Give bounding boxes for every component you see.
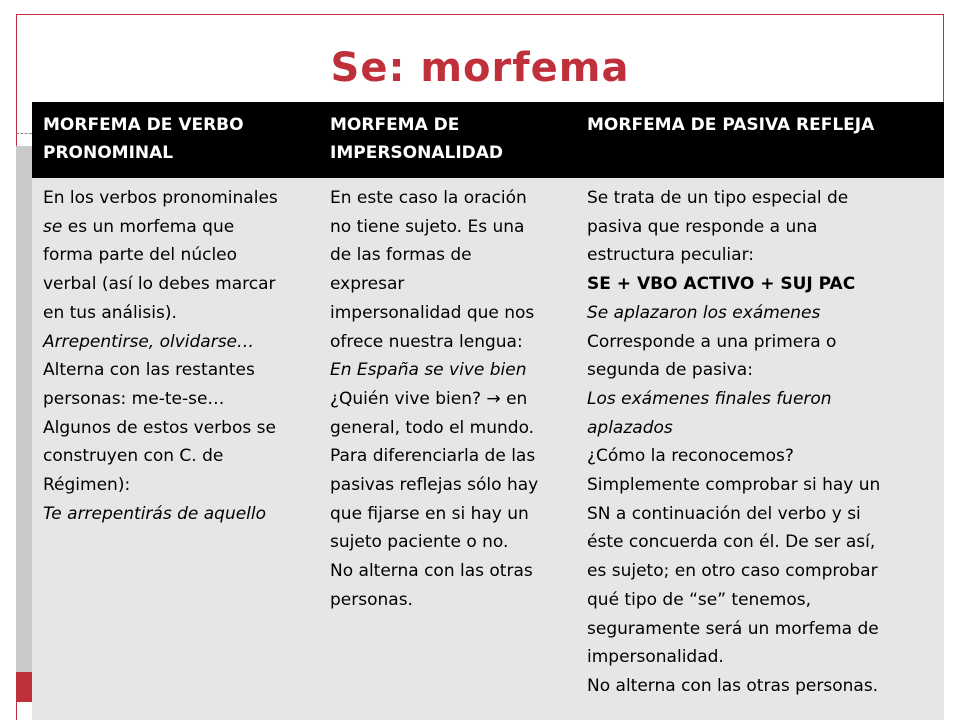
text-line: verbal (así lo debes marcar — [43, 274, 276, 295]
formula-line: SE + VBO ACTIVO + SUJ PAC — [587, 274, 856, 295]
example-line: aplazados — [587, 417, 673, 438]
text-line: Régimen): — [43, 475, 131, 496]
text-line: Se trata de un tipo especial de — [587, 188, 849, 208]
column-pasiva-refleja — [587, 184, 937, 701]
text-line — [330, 385, 570, 414]
text-line: general, todo el mundo. — [330, 417, 535, 438]
text-line: de las formas de — [330, 245, 472, 266]
text-line: sujeto paciente o no. — [330, 532, 509, 553]
example-line: En España se vive bien — [330, 360, 527, 381]
header-verbo-pronominal: MORFEMA DE VERBO PRONOMINAL — [43, 115, 244, 163]
text-fragment: es un morfema que — [62, 216, 235, 237]
text-line: impersonalidad. — [587, 647, 724, 668]
text-line: personas. — [330, 589, 413, 610]
example-line: Los exámenes finales fueron — [587, 388, 832, 409]
header-impersonalidad: MORFEMA DE IMPERSONALIDAD — [330, 115, 504, 163]
slide-title: Se: morfema — [330, 45, 630, 91]
text-line: forma parte del núcleo — [43, 245, 238, 266]
text-line: estructura peculiar: — [587, 245, 754, 266]
example-line: Te arrepentirás de aquello — [43, 503, 267, 524]
text-line: En este caso la oración — [330, 188, 527, 208]
arrow-right-icon: → — [486, 388, 501, 409]
text-line: personas: me-te-se… — [43, 388, 225, 409]
text-line: En los verbos pronominales — [43, 188, 278, 208]
morfema-table — [32, 102, 944, 720]
text-line: que fijarse en si hay un — [330, 503, 529, 524]
text-line: Simplemente comprobar si hay un — [587, 475, 881, 496]
text-line: Para diferenciarla de las — [330, 446, 536, 467]
example-line: Se aplazaron los exámenes — [587, 302, 821, 323]
text-line: ¿Cómo la reconocemos? — [587, 446, 794, 467]
text-line: ofrece nuestra lengua: — [330, 331, 523, 352]
side-band — [16, 146, 32, 674]
text-line: No alterna con las otras personas. — [587, 675, 879, 696]
text-fragment: ¿Quién vive bien? — [330, 388, 487, 409]
text-line: en tus análisis). — [43, 302, 177, 323]
text-line: éste concuerda con él. De ser así, — [587, 532, 876, 553]
text-line: Algunos de estos verbos se — [43, 417, 276, 438]
text-line: pasiva que responde a una — [587, 216, 818, 237]
text-line: Alterna con las restantes — [43, 360, 255, 381]
text-fragment: se — [43, 216, 63, 237]
text-line: impersonalidad que nos — [330, 302, 535, 323]
text-line: construyen con C. de — [43, 446, 224, 467]
header-pasiva-refleja: MORFEMA DE PASIVA REFLEJA — [587, 115, 875, 135]
text-line: no tiene sujeto. Es una — [330, 216, 525, 237]
text-line: es sujeto; en otro caso comprobar — [587, 561, 878, 582]
divider — [16, 133, 32, 134]
column-impersonalidad — [330, 184, 570, 615]
text-line: No alterna con las otras — [330, 561, 533, 582]
text-line: expresar — [330, 274, 405, 295]
table-header — [32, 102, 944, 178]
text-line: SN a continuación del verbo y si — [587, 503, 861, 524]
text-line: segunda de pasiva: — [587, 360, 753, 381]
text-line — [43, 213, 313, 242]
example-line: Arrepentirse, olvidarse… — [43, 331, 255, 352]
text-line: pasivas reflejas sólo hay — [330, 475, 539, 496]
text-line: Corresponde a una primera o — [587, 331, 837, 352]
side-accent — [16, 672, 32, 702]
text-fragment: en — [500, 388, 528, 409]
text-line: qué tipo de “se” tenemos, — [587, 589, 811, 610]
text-line: seguramente será un morfema de — [587, 618, 879, 639]
column-verbo-pronominal — [43, 184, 313, 528]
